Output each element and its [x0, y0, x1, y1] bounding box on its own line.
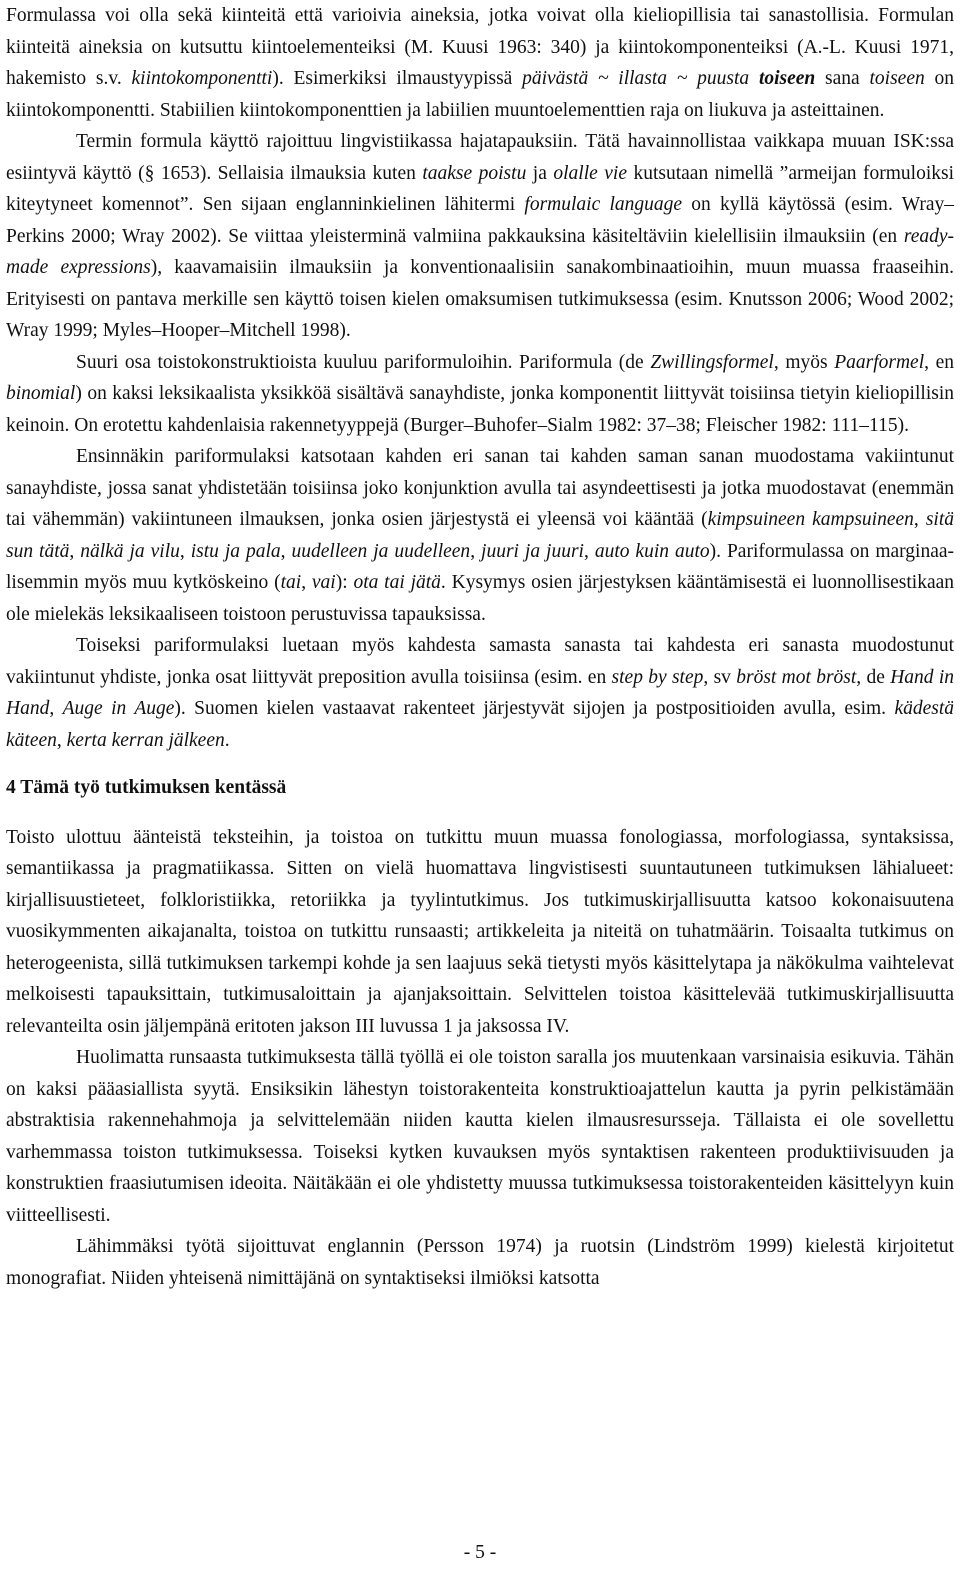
- section-heading: 4 Tämä työ tutkimuksen kentässä: [6, 777, 287, 798]
- paragraph: Formulassa voi olla sekä kiinteitä että varioivia aineksia, jotka voivat olla kieliopillisia tai sanastollisia. Formulan kiinteitä aineksia on kutsuttu kiintoelementeiksi (M. Kuusi 1963: 340) ja kiintokomponenteiksi (A.-L. Kuusi 1971, hakemisto s.v. kiintokomponentti). Esimerkiksi ilmaustyypissä päivästä ~ illasta ~ puusta toiseen sana toiseen on kiintokomponentti. Stabiilien kiintokomponenttien ja labiilien muuntoelementtien raja on liukuva ja asteittainen.: [6, 5, 954, 121]
- document-page: [6, 0, 954, 1294]
- paragraph: Toiseksi pariformulaksi luetaan myös kahdesta samasta sanasta tai kahdesta eri sanasta muodostunut vakiintunut yhdiste, jonka osat liittyvät preposition avulla toisiinsa (esim. en step by step, sv bröst mot bröst, de Hand in Hand, Auge in Auge). Suomen kielen vastaavat rakenteet järjestyvät sijojen ja postpositioiden avulla, esim. kädestä käteen, kerta kerran jälkeen.: [6, 635, 955, 751]
- paragraph: Huolimatta runsaasta tutkimuksesta tällä työllä ei ole toiston saralla jos muutenkaan varsinaisia esikuvia. Tähän on kaksi pääasiallista syytä. Ensiksikin lähestyn toistorakenteita konstruktioajattelun kautta ja pyrin pelkistämään abstraktisia rakennehahmoja ja selvittelemään niiden kautta kielen ilmausresursseja. Tällaista ei ole sovellettu varhemmassa toiston tutkimuksessa. Toiseksi kytken kuvauksen myös syntaktisen rakenteen produktiivisuuden ja konstruktien fraasiutumisen ideoita. Näitäkään ei ole yhdistetty muussa tutkimuksessa toistorakenteiden käsittelyyn kuin viitteellisesti.: [6, 1047, 954, 1226]
- paragraph: Termin formula käyttö rajoittuu lingvistiikassa hajatapauksiin. Tätä havainnollistaa vaikkapa muuan ISK:ssa esiintyvä käyttö (§ 1653). Sellaisia ilmauksia kuten taakse poistu ja olalle vie kutsutaan nimellä ”armeijan formuloiksi kiteytyneet komennot”. Sen sijaan englanninkielinen lähitermi formulaic language on kyllä käytössä (esim. Wray–Perkins 2000; Wray 2002). Se viittaa yleisterminä valmiina pakkauksina käsiteltäviin kielellisiin ilmauksiin (en ready-made expressions), kaavamaisiin ilmauksiin ja konventionaalisiin sanakombinaatioihin, muun muassa fraaseihin. Erityisesti on pantava merkille sen käyttö toisen kielen omaksumisen tutkimuksessa (esim. Knutsson 2006; Wood 2002; Wray 1999; Myles–Hooper–Mitchell 1998).: [6, 131, 955, 341]
- paragraph: Ensinnäkin pariformulaksi katsotaan kahden eri sanan tai kahden saman sanan muodostama vakiintunut sanayhdiste, jossa sanat yhdistetään toisiinsa joko konjunktion avulla tai asyndeettisesti ja jotka muodostavat (enemmän tai vähemmän) vakiintuneen ilmauksen, jonka osien järjestystä ei yleensä voi kääntää (kimpsuineen kampsuineen, sitä sun tätä, nälkä ja vilu, istu ja pala, uudelleen ja uudelleen, juuri ja juuri, auto kuin auto). Pariformulassa on marginaalisemmin myös muu kytköskeino (tai, vai): ota tai jätä. Kysymys osien järjestyksen kääntämisestä ei luonnollisestikaan ole mielekäs leksikaaliseen toistoon perustuvissa tapauksissa.: [6, 446, 955, 625]
- page-number: - 5 -: [463, 1542, 497, 1563]
- paragraph: Toisto ulottuu äänteistä teksteihin, ja toistoa on tutkittu muun muassa fonologiassa, morfologiassa, syntaksissa, semantiikassa ja pragmatiikassa. Sitten on vielä huomattava lingvistisesti suuntautuneen tutkimuksen lähialueet: kirjallisuustieteet, folkloristiikka, retoriikka ja tyylintutkimus. Jos tutkimuskirjallisuutta katsoo kokonaisuutena vuosikymmenten aikajanalta, toistoa on tutkittu runsaasti; artikkeleita ja niteitä on tuhatmäärin. Toisaalta tutkimus on heterogeenista, sillä tutkimuksen tarkempi kohde ja sen laajuus sekä tietysti myös käsittelytapa ja näkökulma vaihtelevat melkoisesti tapauksittain, tutkimusaloittain ja ajanjaksoittain. Selvittelen toistoa käsittelevää tutkimuskirjallisuutta relevanteilta osin jäljempänä eritoten jakson III luvussa 1 ja jaksossa IV.: [6, 826, 954, 1037]
- paragraph: Suuri osa toistokonstruktioista kuuluu pariformuloihin. Pariformula (de Zwillingsformel, myös Paarformel, en binomial) on kaksi leksikaalista yksikköä sisältävä sanayhdiste, jonka komponentit liittyvät toisiinsa tietyin kieliopillisin keinoin. On erotettu kahdenlaisia rakennetyyppejä (Burger–Buhofer–Sialm 1982: 37–38; Fleischer 1982: 111–115).: [6, 351, 955, 436]
- body-text-section-1: [6, 0, 954, 756]
- body-text-section-2: [6, 822, 954, 1295]
- paragraph: Lähimmäksi työtä sijoittuvat englannin (Persson 1974) ja ruotsin (Lindström 1999) kielestä kirjoitetut monografiat. Niiden yhteisenä nimittäjänä on syntaktiseksi ilmiöksi katsotta: [6, 1236, 954, 1289]
